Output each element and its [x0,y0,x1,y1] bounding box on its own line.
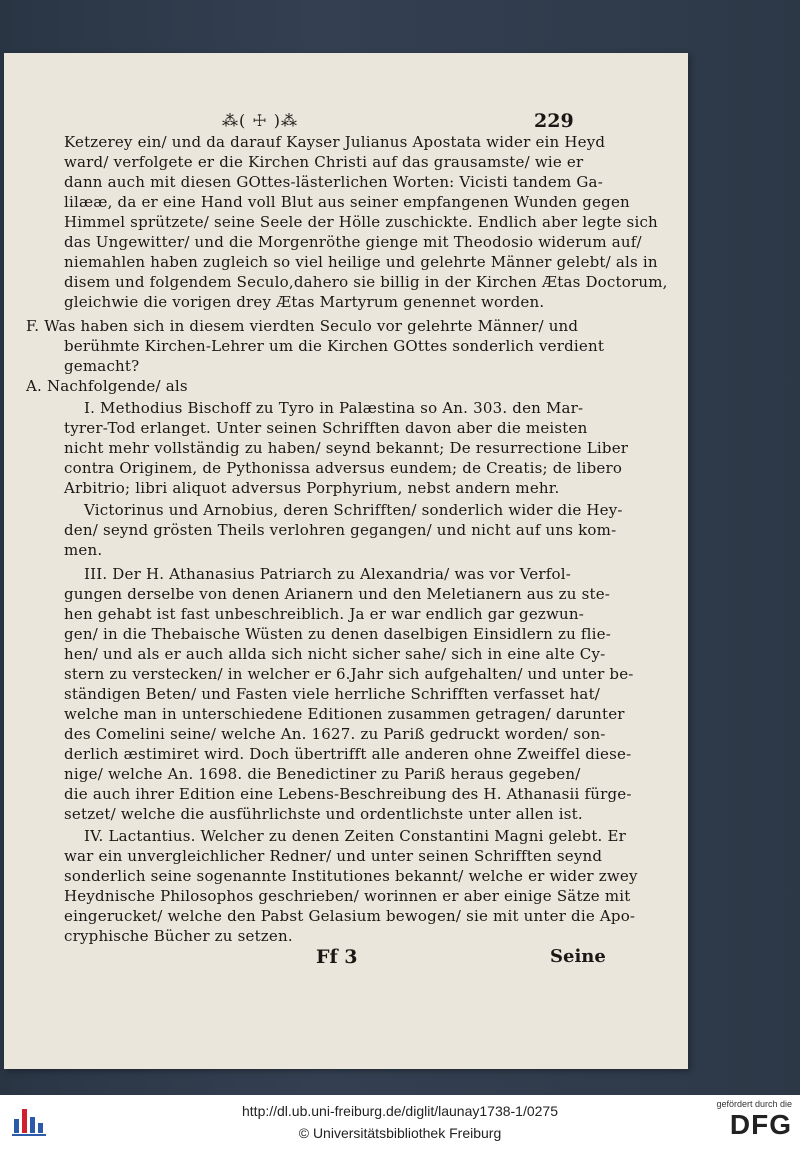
text-line: Heydnische Philosophos geschrieben/ worinnen er aber einige Sätze mit [64,887,631,905]
text-line: des Comelini seine/ welche An. 1627. zu Pariß gedruckt worden/ son- [64,725,606,743]
book-page [4,53,688,1069]
text-line: IV. Lactantius. Welcher zu denen Zeiten Constantini Magni gelebt. Er [84,827,626,845]
text-line: men. [64,541,103,559]
text-line: lilææ, da er eine Hand voll Blut aus seiner empfangenen Wunden gegen [64,193,630,211]
text-line: derlich æstimiret wird. Doch übertrifft alle anderen ohne Zweiffel diese- [64,745,632,763]
text-line: nige/ welche An. 1698. die Benedictiner zu Pariß heraus gegeben/ [64,765,581,783]
text-line: I. Methodius Bischoff zu Tyro in Palæstina so An. 303. den Mar- [84,399,584,417]
text-line: welche man in unterschiedene Editionen zusammen getragen/ darunter [64,705,625,723]
text-line: gleichwie die vorigen drey Ætas Martyrum genennet worden. [64,293,545,311]
text-line: tyrer-Tod erlanget. Unter seinen Schrifften davon aber die meisten [64,419,588,437]
text-line: III. Der H. Athanasius Patriarch zu Alexandria/ was vor Verfol- [84,565,571,583]
text-line: eingerucket/ welche den Pabst Gelasium bewogen/ sie mit unter die Apo- [64,907,636,925]
signature-mark: Ff 3 [316,946,358,968]
text-line: ward/ verfolgete er die Kirchen Christi auf das grausamste/ wie er [64,153,584,171]
text-line: Ketzerey ein/ und da darauf Kayser Julianus Apostata wider ein Heyd [64,133,606,151]
text-line: niemahlen haben zugleich so viel heilige und gelehrte Männer gelebt/ als in [64,253,658,271]
text-line: gungen derselbe von denen Arianern und den Meletianern aus zu ste- [64,585,611,603]
text-line: Arbitrio; libri aliquot adversus Porphyrium, nebst andern mehr. [64,479,560,497]
text-line: cryphische Bücher zu setzen. [64,927,293,945]
dfg-caption: gefördert durch die [716,1099,792,1109]
dfg-logo[interactable] [706,1099,792,1145]
header-ornament: ⁂( ☩ )⁂ [222,111,298,130]
dfg-logo-text: DFG [729,1109,792,1140]
text-line: Victorinus und Arnobius, deren Schrifften/ sonderlich wider die Hey- [84,501,623,519]
text-line: die auch ihrer Edition eine Lebens-Beschreibung des H. Athanasii fürge- [64,785,632,803]
permalink-url[interactable]: http://dl.ub.uni-freiburg.de/diglit/launay1738-1/0275 [242,1103,558,1119]
text-line: berühmte Kirchen-Lehrer um die Kirchen GOttes sonderlich verdient [64,337,605,355]
text-line: setzet/ welche die ausführlichste und ordentlichste unter allen ist. [64,805,583,823]
text-line: ständigen Beten/ und Fasten viele herrliche Schrifften verfasset hat/ [64,685,601,703]
page-number: 229 [534,110,574,132]
text-line: hen/ und als er auch allda sich nicht sicher sahe/ sich in eine alte Cy- [64,645,606,663]
text-line: contra Originem, de Pythonissa adversus eundem; de Creatis; de libero [64,459,623,477]
text-line: den/ seynd grösten Theils verlohren gegangen/ und nicht auf uns kom- [64,521,617,539]
question-line: F. Was haben sich in diesem vierdten Seculo vor gelehrte Männer/ und [26,317,579,335]
text-line: gemacht? [64,357,140,375]
text-line: nicht mehr vollständig zu haben/ seynd bekannt; De resurrectione Liber [64,439,629,457]
catchword: Seine [550,946,606,967]
text-line: gen/ in die Thebaische Wüsten zu denen daselbigen Einsidlern zu flie- [64,625,612,643]
text-line: stern zu verstecken/ in welcher er 6.Jahr sich aufgehalten/ und unter be- [64,665,634,683]
answer-line: A. Nachfolgende/ als [26,377,188,395]
text-line: hen gehabt ist fast unbeschreiblich. Ja er war endlich gar gezwun- [64,605,585,623]
text-line: sonderlich seine sogenannte Institutiones bekannt/ welche er wider zwey [64,867,638,885]
text-line: dann auch mit diesen GOttes-lästerlichen Worten: Vicisti tandem Ga- [64,173,603,191]
text-line: Himmel sprützete/ seine Seele der Hölle zuschickte. Endlich aber legte sich [64,213,658,231]
text-line: war ein unvergleichlicher Redner/ und unter seinen Schrifften seynd [64,847,603,865]
text-line: disem und folgendem Seculo,dahero sie billig in der Kirchen Ætas Doctorum, [64,273,668,291]
text-line: das Ungewitter/ und die Morgenröthe gienge mit Theodosio widerum auf/ [64,233,642,251]
copyright-notice: © Universitätsbibliothek Freiburg [298,1125,502,1141]
viewer-footer [0,1095,800,1149]
